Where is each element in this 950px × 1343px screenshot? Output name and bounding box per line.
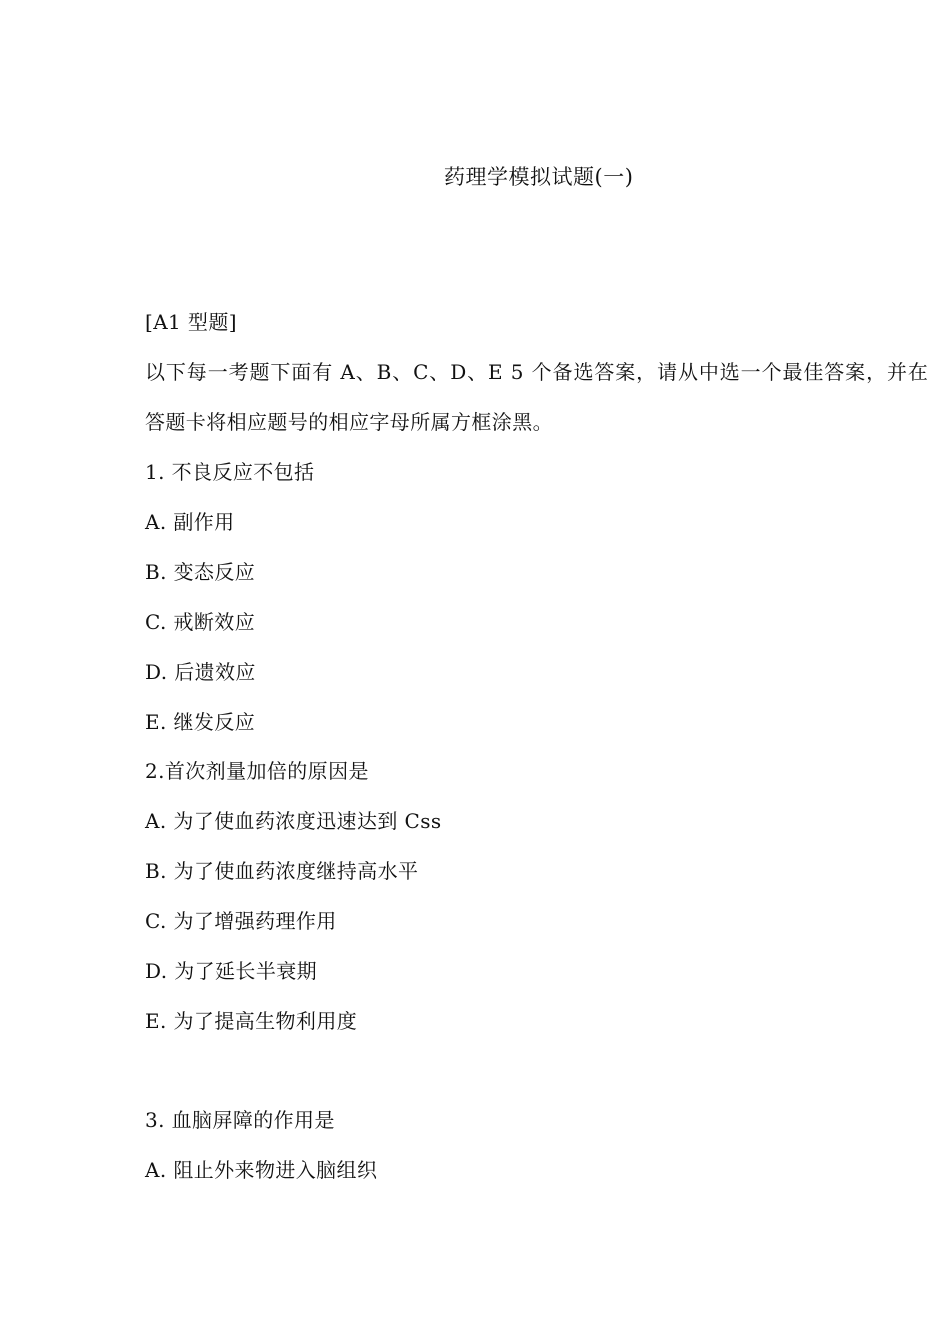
- question-3-option-a: A. 阻止外来物进入脑组织: [145, 1158, 378, 1182]
- question-1-option-e: E. 继发反应: [145, 710, 256, 734]
- question-2-option-b: B. 为了使血药浓度继持高水平: [145, 859, 419, 883]
- question-1-option-a: A. 副作用: [145, 510, 235, 534]
- question-2-option-c: C. 为了增强药理作用: [145, 909, 337, 933]
- question-3-stem: 3. 血脑屏障的作用是: [145, 1108, 335, 1132]
- document-title: 药理学模拟试题(一): [444, 165, 634, 189]
- question-1-option-b: B. 变态反应: [145, 560, 256, 584]
- question-2-option-a: A. 为了使血药浓度迅速达到 Css: [145, 809, 442, 833]
- section-label: [A1 型题]: [145, 310, 237, 334]
- question-1-stem: 1. 不良反应不包括: [145, 460, 315, 484]
- question-1-option-c: C. 戒断效应: [145, 610, 256, 634]
- instructions-line-2: 答题卡将相应题号的相应字母所属方框涂黑。: [145, 410, 553, 434]
- question-2-option-d: D. 为了延长半衰期: [145, 959, 318, 983]
- instructions-line-1: 以下每一考题下面有 A、B、C、D、E 5 个备选答案，请从中选一个最佳答案，并在: [145, 360, 929, 384]
- question-1-option-d: D. 后遗效应: [145, 660, 256, 684]
- question-2-option-e: E. 为了提高生物利用度: [145, 1009, 358, 1033]
- question-2-stem: 2.首次剂量加倍的原因是: [145, 759, 369, 783]
